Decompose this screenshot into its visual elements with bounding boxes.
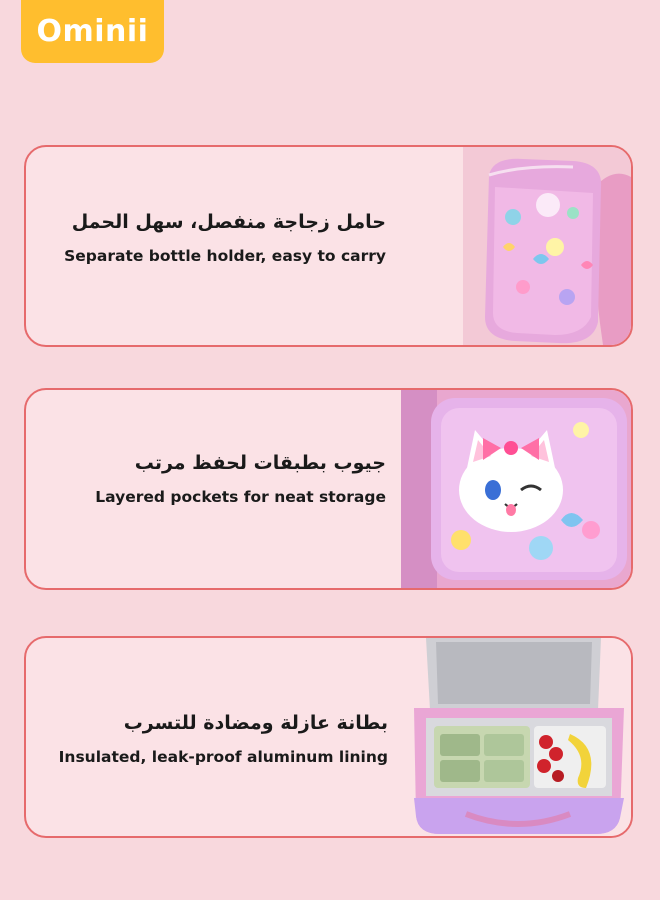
feature-title-arabic: جيوب بطبقات لحفظ مرتب xyxy=(134,452,386,474)
feature-card-layered-pockets xyxy=(24,388,633,590)
feature-title-english: Separate bottle holder, easy to carry xyxy=(64,247,386,265)
feature-title-arabic: حامل زجاجة منفصل، سهل الحمل xyxy=(71,211,386,233)
front-pocket-cat-photo xyxy=(401,390,631,588)
bottle-holder-photo xyxy=(463,147,631,345)
feature-text xyxy=(59,712,388,766)
brand-logo-text: Ominii xyxy=(36,14,149,49)
feature-title-arabic: بطانة عازلة ومضادة للتسرب xyxy=(123,712,388,734)
feature-title-english: Layered pockets for neat storage xyxy=(95,488,386,506)
insulated-interior-photo xyxy=(406,638,631,836)
feature-card-bottle-holder xyxy=(24,145,633,347)
feature-card-insulated-lining xyxy=(24,636,633,838)
brand-logo xyxy=(21,0,164,63)
feature-text xyxy=(64,211,386,265)
feature-title-english: Insulated, leak-proof aluminum lining xyxy=(58,748,388,766)
feature-text xyxy=(95,452,386,506)
